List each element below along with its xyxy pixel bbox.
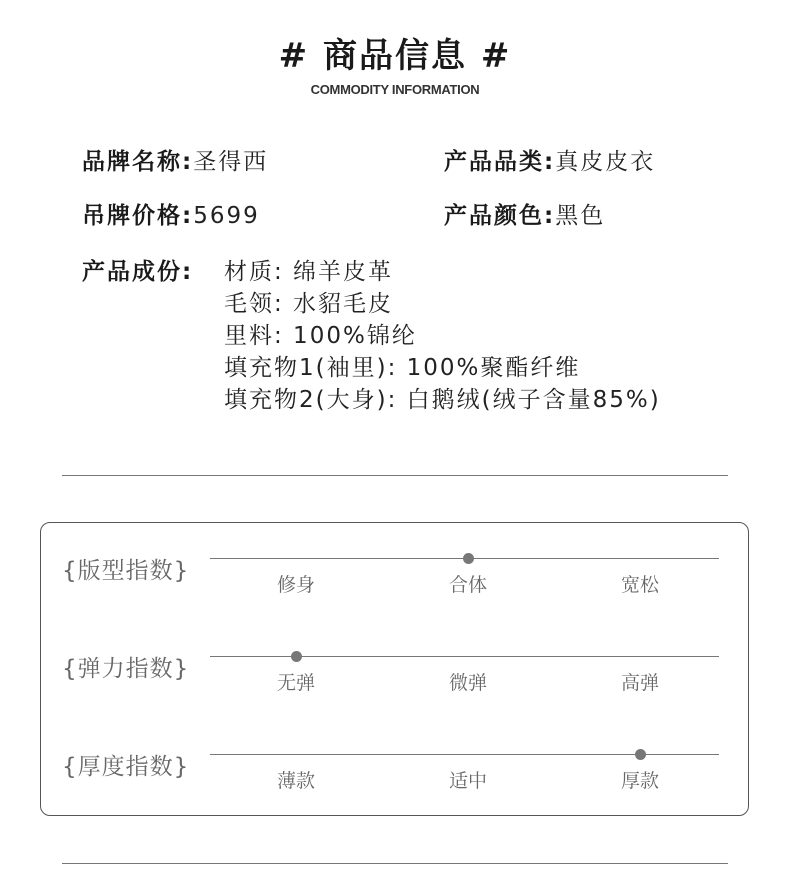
composition-label: 产品成份:: [82, 259, 194, 285]
composition-field: [82, 256, 193, 288]
fit-option: 修身: [276, 574, 316, 596]
composition-line: 里料: 100%锦纶: [224, 323, 417, 349]
price-label: 吊牌价格:: [82, 203, 194, 229]
fit-index-label: {版型指数}: [62, 558, 190, 584]
thickness-option: 适中: [448, 770, 488, 792]
elasticity-option: 无弹: [276, 672, 316, 694]
category-field: [444, 146, 655, 178]
elasticity-index-label: {弹力指数}: [62, 656, 190, 682]
brand-field: [82, 146, 268, 178]
elasticity-option: 高弹: [620, 672, 660, 694]
color-field: [444, 200, 605, 232]
fit-option: 宽松: [620, 574, 660, 596]
header-title: # 商品信息 #: [278, 36, 512, 76]
thickness-index-marker: [635, 749, 646, 760]
category-value: 真皮皮衣: [555, 149, 656, 175]
thickness-index-label: {厚度指数}: [62, 754, 190, 780]
header-subtitle: COMMODITY INFORMATION: [310, 82, 480, 97]
category-label: 产品品类:: [444, 149, 556, 175]
composition-list: [224, 256, 661, 416]
divider-bottom: [62, 863, 728, 864]
composition-line: 毛领: 水貂毛皮: [224, 291, 394, 317]
elasticity-index-marker: [291, 651, 302, 662]
price-value: 5699: [193, 203, 260, 229]
fit-option: 合体: [448, 574, 488, 596]
price-field: [82, 200, 260, 232]
color-value: 黑色: [555, 203, 606, 229]
composition-line: 填充物1(袖里): 100%聚酯纤维: [224, 355, 581, 381]
thickness-option: 薄款: [276, 770, 316, 792]
elasticity-index-track: [210, 656, 719, 657]
brand-value: 圣得西: [193, 149, 269, 175]
composition-line: 材质: 绵羊皮革: [224, 259, 394, 285]
brand-label: 品牌名称:: [82, 149, 194, 175]
color-label: 产品颜色:: [444, 203, 556, 229]
elasticity-option: 微弹: [448, 672, 488, 694]
composition-line: 填充物2(大身): 白鹅绒(绒子含量85%): [224, 387, 661, 413]
divider-top: [62, 475, 728, 476]
fit-index-marker: [463, 553, 474, 564]
thickness-option: 厚款: [620, 770, 660, 792]
